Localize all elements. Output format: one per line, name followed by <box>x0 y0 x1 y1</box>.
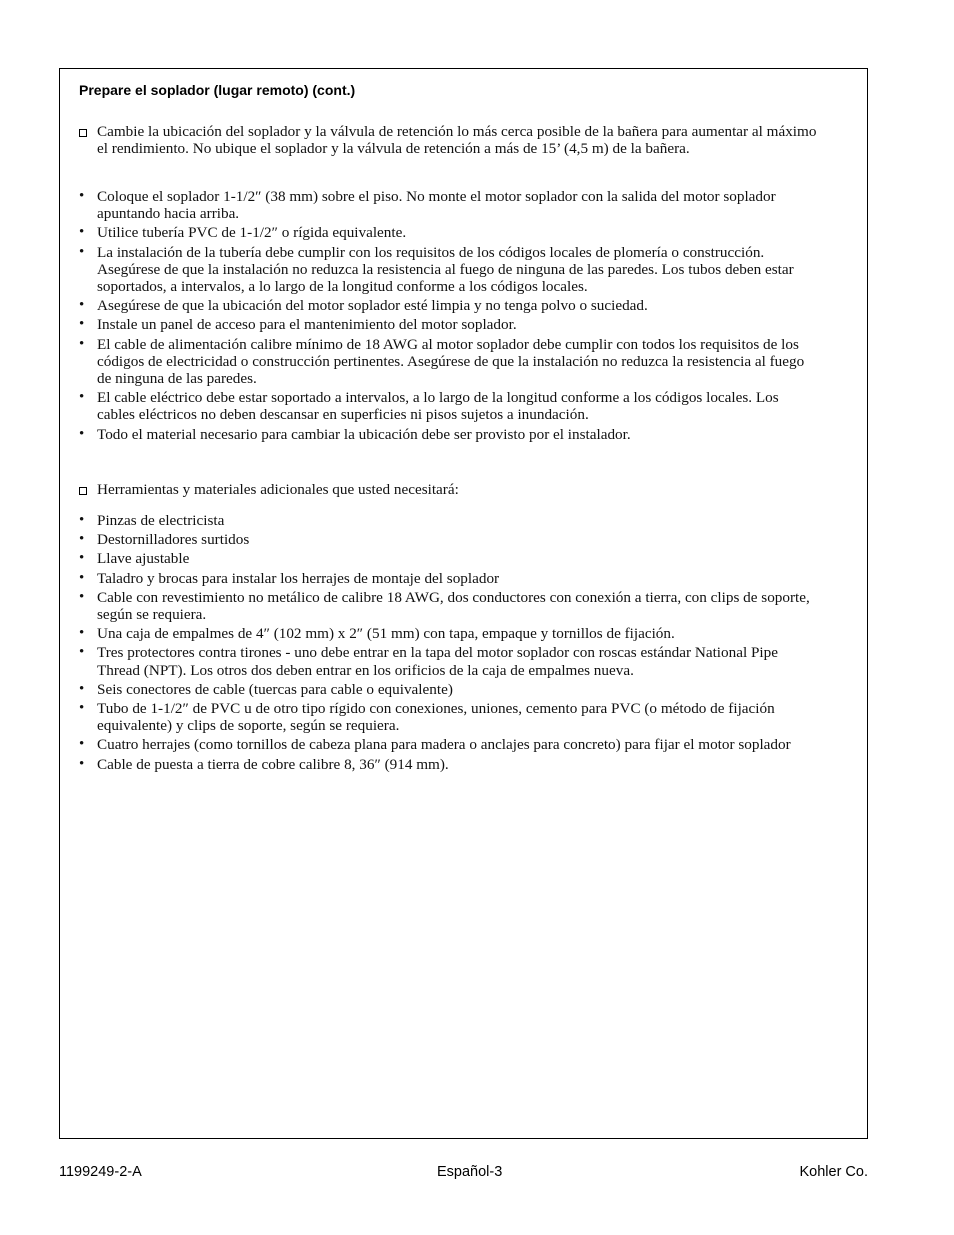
bullet-icon: • <box>79 550 85 567</box>
note-list-1 <box>60 123 820 159</box>
requirements-list <box>60 188 820 445</box>
bullet-icon: • <box>79 680 85 697</box>
bullet-icon: • <box>79 188 85 204</box>
bullet-item: • Una caja de empalmes de 4″ (102 mm) x 2″ (51 mm) con tapa, empaque y tornillos de fijación. <box>79 625 675 643</box>
bullet-icon: • <box>79 512 85 528</box>
bullet-icon: • <box>79 224 85 241</box>
bullet-icon: • <box>79 644 85 661</box>
note-item: Herramientas y materiales adicionales que usted necesitará: <box>60 481 820 498</box>
bullet-icon: • <box>79 297 85 314</box>
bullet-item: • La instalación de la tubería debe cumplir con los requisitos de los códigos locales de plomería o construcción. Asegúrese de que la instalación no reduzca la resistencia al fuego de ninguna de las paredes. Los tubos deben estar soportados, a intervalos, a lo largo de la longitud conforme a los códigos locales. <box>79 243 794 296</box>
section-heading: Prepare el soplador (lugar remoto) (cont.) <box>79 82 356 98</box>
bullet-icon: • <box>79 700 85 717</box>
bullet-item: • Todo el material necesario para cambiar la ubicación debe ser provisto por el instalador. <box>79 425 631 443</box>
bullet-icon: • <box>79 335 85 352</box>
bullet-item: • El cable eléctrico debe estar soportado a intervalos, a lo largo de la longitud conforme a los códigos locales. Los cables eléctricos no deben descansar en superficies ni pisos sujetos a inundación. <box>79 389 779 424</box>
bullet-icon: • <box>79 389 85 406</box>
bullet-icon: • <box>79 588 85 605</box>
footer-company: Kohler Co. <box>799 1164 868 1180</box>
bullet-icon: • <box>79 755 85 772</box>
note-list-2 <box>60 481 820 500</box>
bullet-icon: • <box>79 625 85 642</box>
bullet-item: • Coloque el soplador 1-1/2″ (38 mm) sobre el piso. No monte el motor soplador con la salida del motor soplador apuntando hacia arriba. <box>79 188 776 223</box>
bullet-item: • Asegúrese de que la ubicación del motor soplador esté limpia y no tenga polvo o suciedad. <box>79 297 648 315</box>
bullet-icon: • <box>79 425 85 442</box>
content-frame <box>59 68 868 1139</box>
footer-doc-number: 1199249-2-A <box>59 1164 142 1180</box>
bullet-icon: • <box>79 243 85 260</box>
bullet-icon: • <box>79 569 85 586</box>
bullet-item: • El cable de alimentación calibre mínimo de 18 AWG al motor soplador debe cumplir con todos los requisitos de los códigos de electricidad o construcción pertinentes. Asegúrese de que la instalación no reduzca la resistencia al fuego de ninguna de las paredes. <box>79 335 805 388</box>
checkbox-square-icon <box>79 129 87 137</box>
checkbox-square-icon <box>79 487 87 495</box>
bullet-item: • Cable de puesta a tierra de cobre calibre 8, 36″ (914 mm). <box>79 755 449 773</box>
bullet-icon: • <box>79 736 85 753</box>
bullet-item: • Cuatro herrajes (como tornillos de cabeza plana para madera o anclajes para concreto) para fijar el motor soplador <box>79 736 791 754</box>
bullet-icon: • <box>79 531 85 548</box>
footer-page-number: Español-3 <box>437 1164 503 1180</box>
bullet-item: • Instale un panel de acceso para el mantenimiento del motor soplador. <box>79 316 517 334</box>
bullet-item: • Pinzas de electricista <box>79 512 225 529</box>
bullet-item: • Taladro y brocas para instalar los herrajes de montaje del soplador <box>79 569 500 587</box>
bullet-item: • Destornilladores surtidos <box>79 531 250 549</box>
note-item: Cambie la ubicación del soplador y la válvula de retención lo más cerca posible de la bañera para aumentar al máximo el rendimiento. No ubique el soplador y la válvula de retención a más de 15’ (4,5 m) de la bañera. <box>60 123 820 157</box>
bullet-item: • Utilice tubería PVC de 1-1/2″ o rígida equivalente. <box>79 224 407 242</box>
bullet-item: • Tres protectores contra tirones - uno debe entrar en la tapa del motor soplador con roscas estándar National Pipe Thread (NPT). Los otros dos deben entrar en los orificios de la caja de empalmes nueva. <box>79 644 778 679</box>
bullet-item: • Llave ajustable <box>79 550 190 568</box>
bullet-item: • Cable con revestimiento no metálico de calibre 18 AWG, dos conductores con conexión a tierra, con clips de soporte, según se requiera. <box>79 588 810 624</box>
bullet-icon: • <box>79 316 85 333</box>
bullet-item: • Seis conectores de cable (tuercas para cable o equivalente) <box>79 680 453 698</box>
tools-list <box>60 512 820 775</box>
bullet-item: • Tubo de 1-1/2″ de PVC u de otro tipo rígido con conexiones, uniones, cemento para PVC (o método de fijación equivalente) y clips de soporte, según se requiera. <box>79 700 775 735</box>
